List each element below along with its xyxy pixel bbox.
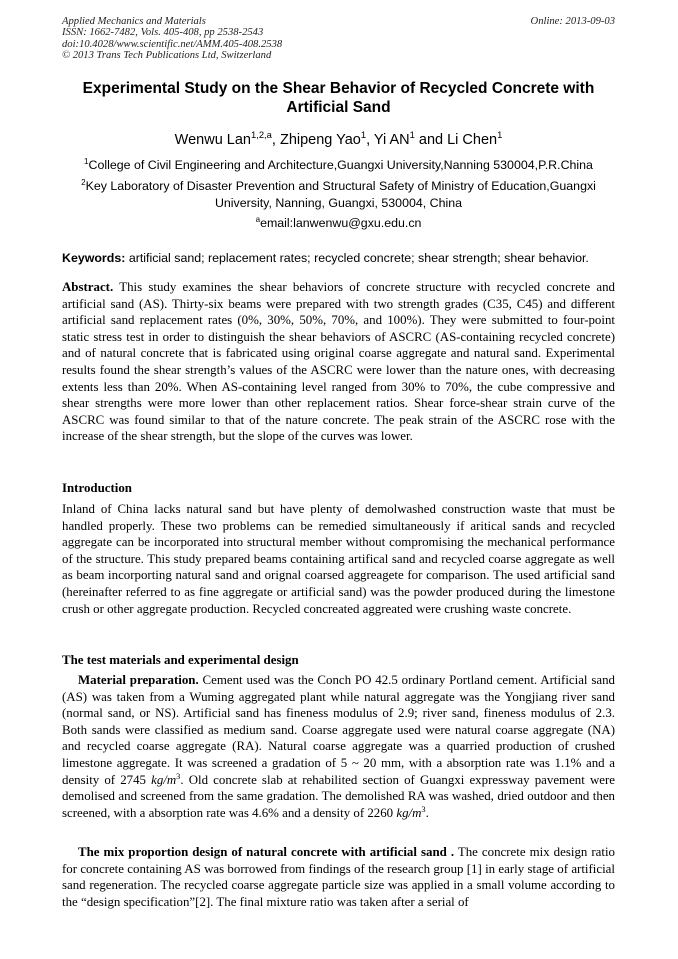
- author-affiliation-mark: 1: [360, 129, 367, 141]
- author-affiliation-mark: 1: [497, 129, 503, 141]
- mix-proportion-paragraph: [62, 844, 615, 910]
- material-preparation-paragraph: [62, 672, 615, 821]
- online-date: Online: 2013-09-03: [530, 16, 615, 27]
- affiliation-1-text: College of Civil Engineering and Architecture,Guangxi University,Nanning 530004,P.R.China: [88, 158, 593, 172]
- density-unit: kg/m: [151, 772, 177, 787]
- keywords-label: Keywords:: [62, 251, 126, 265]
- email-mark: a: [255, 215, 261, 225]
- abstract-text: This study examines the shear behaviors of concrete structure with recycled concrete and artificial sand (AS). Thirty-six beams were prepared with two strength grades (C35, C45) and different artificial sand replacement rates (0%, 30%, 50%, 70%, and 100%). They were submitted to four-point static stress test in order to distinguish the shear behaviors of ASCRC (AS-containing recycled concrete) and of natural concrete that is fabricated using original coarse aggregate and natural sand. Experimental results found the shear strength’s values of the ASCRC were lower than the nature ones, with decreasing extents less than 20%. When AS-containing level ranged from 30% to 70%, the cube compressive and shear strengths were more lower than other replacement ratios. Shear force-shear strain curve of the ASCRC was found similar to that of the nature concrete. The peak strain of the ASCRC rose with the increase of the shear strength, but the slope of the curves was lower.: [62, 280, 615, 444]
- journal-name: Applied Mechanics and Materials: [62, 16, 206, 27]
- material-text-3: .: [425, 805, 429, 820]
- author-name: Yi AN: [373, 132, 410, 148]
- mix-proportion-text: The concrete mix design ratio for concrete containing AS was borrowed from findings of the research group [1] in early stage of artificial sand regeneration. The recycled coarse aggregate particle size was applied in a small volume according to the “design specification”[2]. The final mixture ratio was taken after a serial of: [62, 845, 615, 909]
- affiliation-1: [62, 157, 615, 174]
- material-text-1: Cement used was the Conch PO 42.5 ordinary Portland cement. Artificial sand (AS) was taken from a Wuming aggregated plant while natural aggregate was the Yongjiang river sand (normal sand, or NS). Artificial sand has fineness modulus of 2.9; river sand, fineness modulus of 2.3. Both sands were classified as medium sand. Coarse aggregate used were natural coarse aggregate (NA) and recycled coarse aggregate (RA). Natural coarse aggregate was a quarried production of crushed limestone aggregate. It was screened a gradation of 5 ~ 20 mm, with a absorption rate was 1.1% and a density of 2745: [62, 673, 615, 787]
- keywords-text: artificial sand; replacement rates; recycled concrete; shear strength; shear behavior.: [128, 251, 589, 265]
- author-name: Li Chen: [447, 132, 498, 148]
- density-unit: kg/m: [396, 805, 422, 820]
- author-affiliation-mark: 1,2,a: [250, 129, 272, 141]
- introduction-paragraph: Inland of China lacks natural sand but have plenty of demolwashed construction waste that must be handled properly. These two problems can be remedied simultaneously if aritical sands and recycled aggregate can be incorporated into structural member without compromising the mechanical performance of the structure. This study prepared beams containing artifical sand and recycled coarse aggregate as well as beam incorporting natural sand and orignal coarsed aggreagete for comparison. The used artificial sand (hereinafter referred to as fine aggregate or artificial sand) was the powder produced during the limestone crush or other aggregate production. Recycled concreated aggreated were crushing waste concrete.: [62, 502, 615, 616]
- abstract: [62, 279, 615, 445]
- author-list: [62, 131, 615, 149]
- copyright-line: © 2013 Trans Tech Publications Ltd, Switzerland: [62, 49, 272, 61]
- email-text: email:lanwenwu@gxu.edu.cn: [260, 216, 422, 230]
- author-separator: and: [414, 132, 448, 148]
- author-separator: ,: [271, 132, 280, 148]
- journal-header: [62, 16, 282, 61]
- issn-line: ISSN: 1662-7482, Vols. 405-408, pp 2538-2543: [62, 27, 264, 39]
- author-name: Zhipeng Yao: [279, 132, 361, 148]
- density-unit-exponent: 3: [421, 804, 426, 814]
- material-text-2: . Old concrete slab at rehabilited section of Guangxi expressway pavement were demolised and screened from the same gradation. The demolished RA was washed, dried outdoor and then screened, with a absorption rate was 4.6% and a density of 2260: [62, 772, 615, 820]
- paper-title: Experimental Study on the Shear Behavior of Recycled Concrete with Artificial Sand: [82, 80, 595, 116]
- affiliation-2-mark: 2: [81, 178, 86, 188]
- affiliation-1-mark: 1: [84, 157, 89, 167]
- doi-line: doi:10.4028/www.scientific.net/AMM.405-408.2538: [62, 38, 283, 50]
- density-unit-exponent: 3: [176, 771, 181, 781]
- author-name: Wenwu Lan: [174, 132, 251, 148]
- author-email: [62, 215, 615, 232]
- author-separator: ,: [366, 132, 374, 148]
- introduction-heading: Introduction: [62, 481, 132, 495]
- mix-proportion-label: The mix proportion design of natural concrete with artificial sand .: [78, 845, 455, 859]
- author-affiliation-mark: 1: [409, 129, 415, 141]
- affiliation-2: [62, 178, 615, 212]
- affiliation-2-text: Key Laboratory of Disaster Prevention and Structural Safety of Ministry of Education,Guangxi University, Nanning, Guangxi, 530004, China: [85, 179, 596, 210]
- material-preparation-label: Material preparation.: [78, 673, 199, 687]
- abstract-label: Abstract.: [62, 280, 114, 294]
- keywords: [62, 250, 615, 266]
- materials-section-heading: The test materials and experimental design: [62, 653, 299, 667]
